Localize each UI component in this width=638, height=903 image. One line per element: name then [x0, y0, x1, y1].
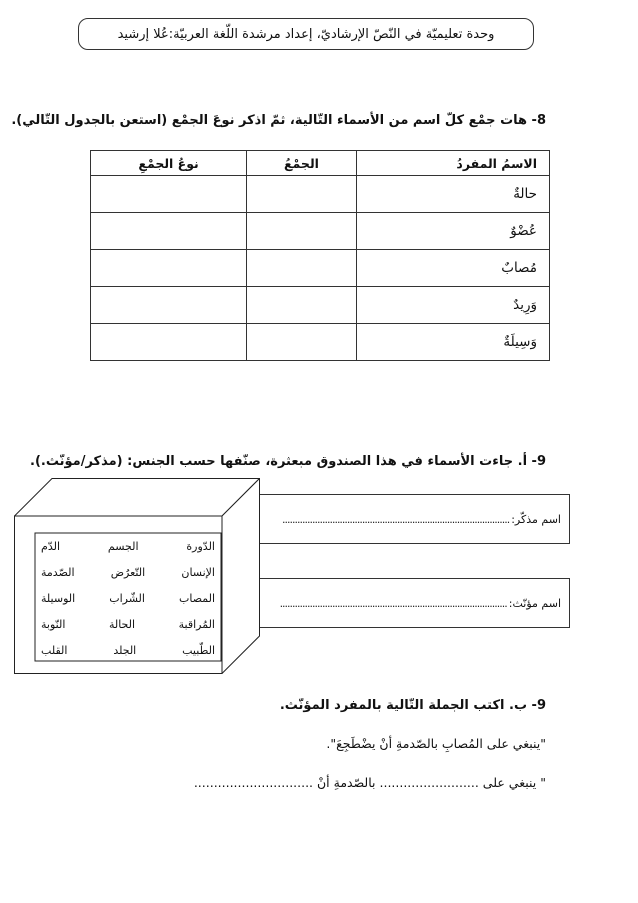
word-item: الدّم: [41, 539, 61, 553]
word-item: الطّبيب: [182, 643, 215, 657]
plural-input-cell[interactable]: [247, 213, 357, 250]
word-row: [35, 585, 221, 611]
feminine-answer-box[interactable]: [256, 578, 570, 628]
word-item: التّعرُض: [110, 565, 146, 579]
header-plural: الجمْعُ: [247, 151, 357, 176]
question-8-title: 8- هات جمْع كلّ اسم من الأسماء التّالية، ثمّ اذكر نوعَ الجمْع (استعن بالجدول التّالي).: [11, 113, 546, 128]
plural-input-cell[interactable]: [247, 287, 357, 324]
masculine-answer-box[interactable]: [256, 494, 570, 544]
table-row: [91, 213, 550, 250]
plural-table: [90, 150, 550, 361]
plural-input-cell[interactable]: [247, 324, 357, 361]
plural-type-input-cell[interactable]: [91, 324, 247, 361]
word-item: الشّراب: [109, 591, 145, 605]
word-item: الجسم: [107, 539, 139, 553]
header-singular: الاسمُ المفردُ: [356, 151, 549, 176]
table-row: [91, 176, 550, 213]
singular-cell: وَسِيلَةٌ: [356, 324, 549, 361]
word-item: الوسيلة: [41, 591, 76, 605]
source-sentence: "ينبغي على المُصابِ بالصّدمةِ أنْ يضْطَجِعَ".: [326, 736, 546, 751]
singular-cell: عُضْوٌ: [356, 213, 549, 250]
word-item: الدّورة: [186, 539, 215, 553]
plural-type-input-cell[interactable]: [91, 176, 247, 213]
word-item: الإنسان: [181, 565, 215, 579]
plural-type-input-cell[interactable]: [91, 213, 247, 250]
question-9b-title: 9- ب. اكتب الجملة التّالية بالمفرد المؤنّث.: [279, 698, 546, 713]
masculine-dots: ...........................................................................................: [282, 512, 510, 526]
feminine-label: اسم مؤنّث:: [508, 596, 561, 610]
scattered-words: [35, 533, 221, 663]
word-item: الصّدمة: [41, 565, 75, 579]
singular-cell: حالةٌ: [356, 176, 549, 213]
singular-cell: وَرِيدٌ: [356, 287, 549, 324]
header-plural-type: نوعُ الجمْعِ: [91, 151, 247, 176]
plural-input-cell[interactable]: [247, 250, 357, 287]
singular-cell: مُصابٌ: [356, 250, 549, 287]
header-title: وحدة تعليميّة في النّصّ الإرشاديّ، إعداد مرشدة اللّغة العربيّة:عُلا إرشيد: [117, 26, 495, 42]
word-row: [35, 533, 221, 559]
table-row: [91, 324, 550, 361]
plural-input-cell[interactable]: [247, 176, 357, 213]
word-item: القلب: [41, 643, 68, 657]
plural-type-input-cell[interactable]: [91, 287, 247, 324]
word-row: [35, 637, 221, 663]
masculine-label: اسم مذكّر:: [511, 512, 561, 526]
table-row: [91, 250, 550, 287]
word-row: [35, 559, 221, 585]
header-title-box: [78, 18, 534, 50]
answer-sentence-blank[interactable]: " ينبغي على ......................... بالصّدمةِ أنْ ..............................: [193, 775, 546, 790]
table-header-row: [91, 151, 550, 176]
question-9a-title: 9- أ. جاءت الأسماء في هذا الصندوق مبعثرة، صنّفها حسب الجنس: (مذكر/مؤنّث.).: [30, 454, 546, 469]
table-row: [91, 287, 550, 324]
word-row: [35, 611, 221, 637]
word-item: المصاب: [178, 591, 215, 605]
word-item: النّوبة: [41, 617, 66, 631]
feminine-dots: ...........................................................................................: [279, 596, 507, 610]
word-item: الجلد: [113, 643, 137, 657]
plural-type-input-cell[interactable]: [91, 250, 247, 287]
word-item: المُراقبة: [178, 617, 215, 631]
word-item: الحالة: [108, 617, 136, 631]
